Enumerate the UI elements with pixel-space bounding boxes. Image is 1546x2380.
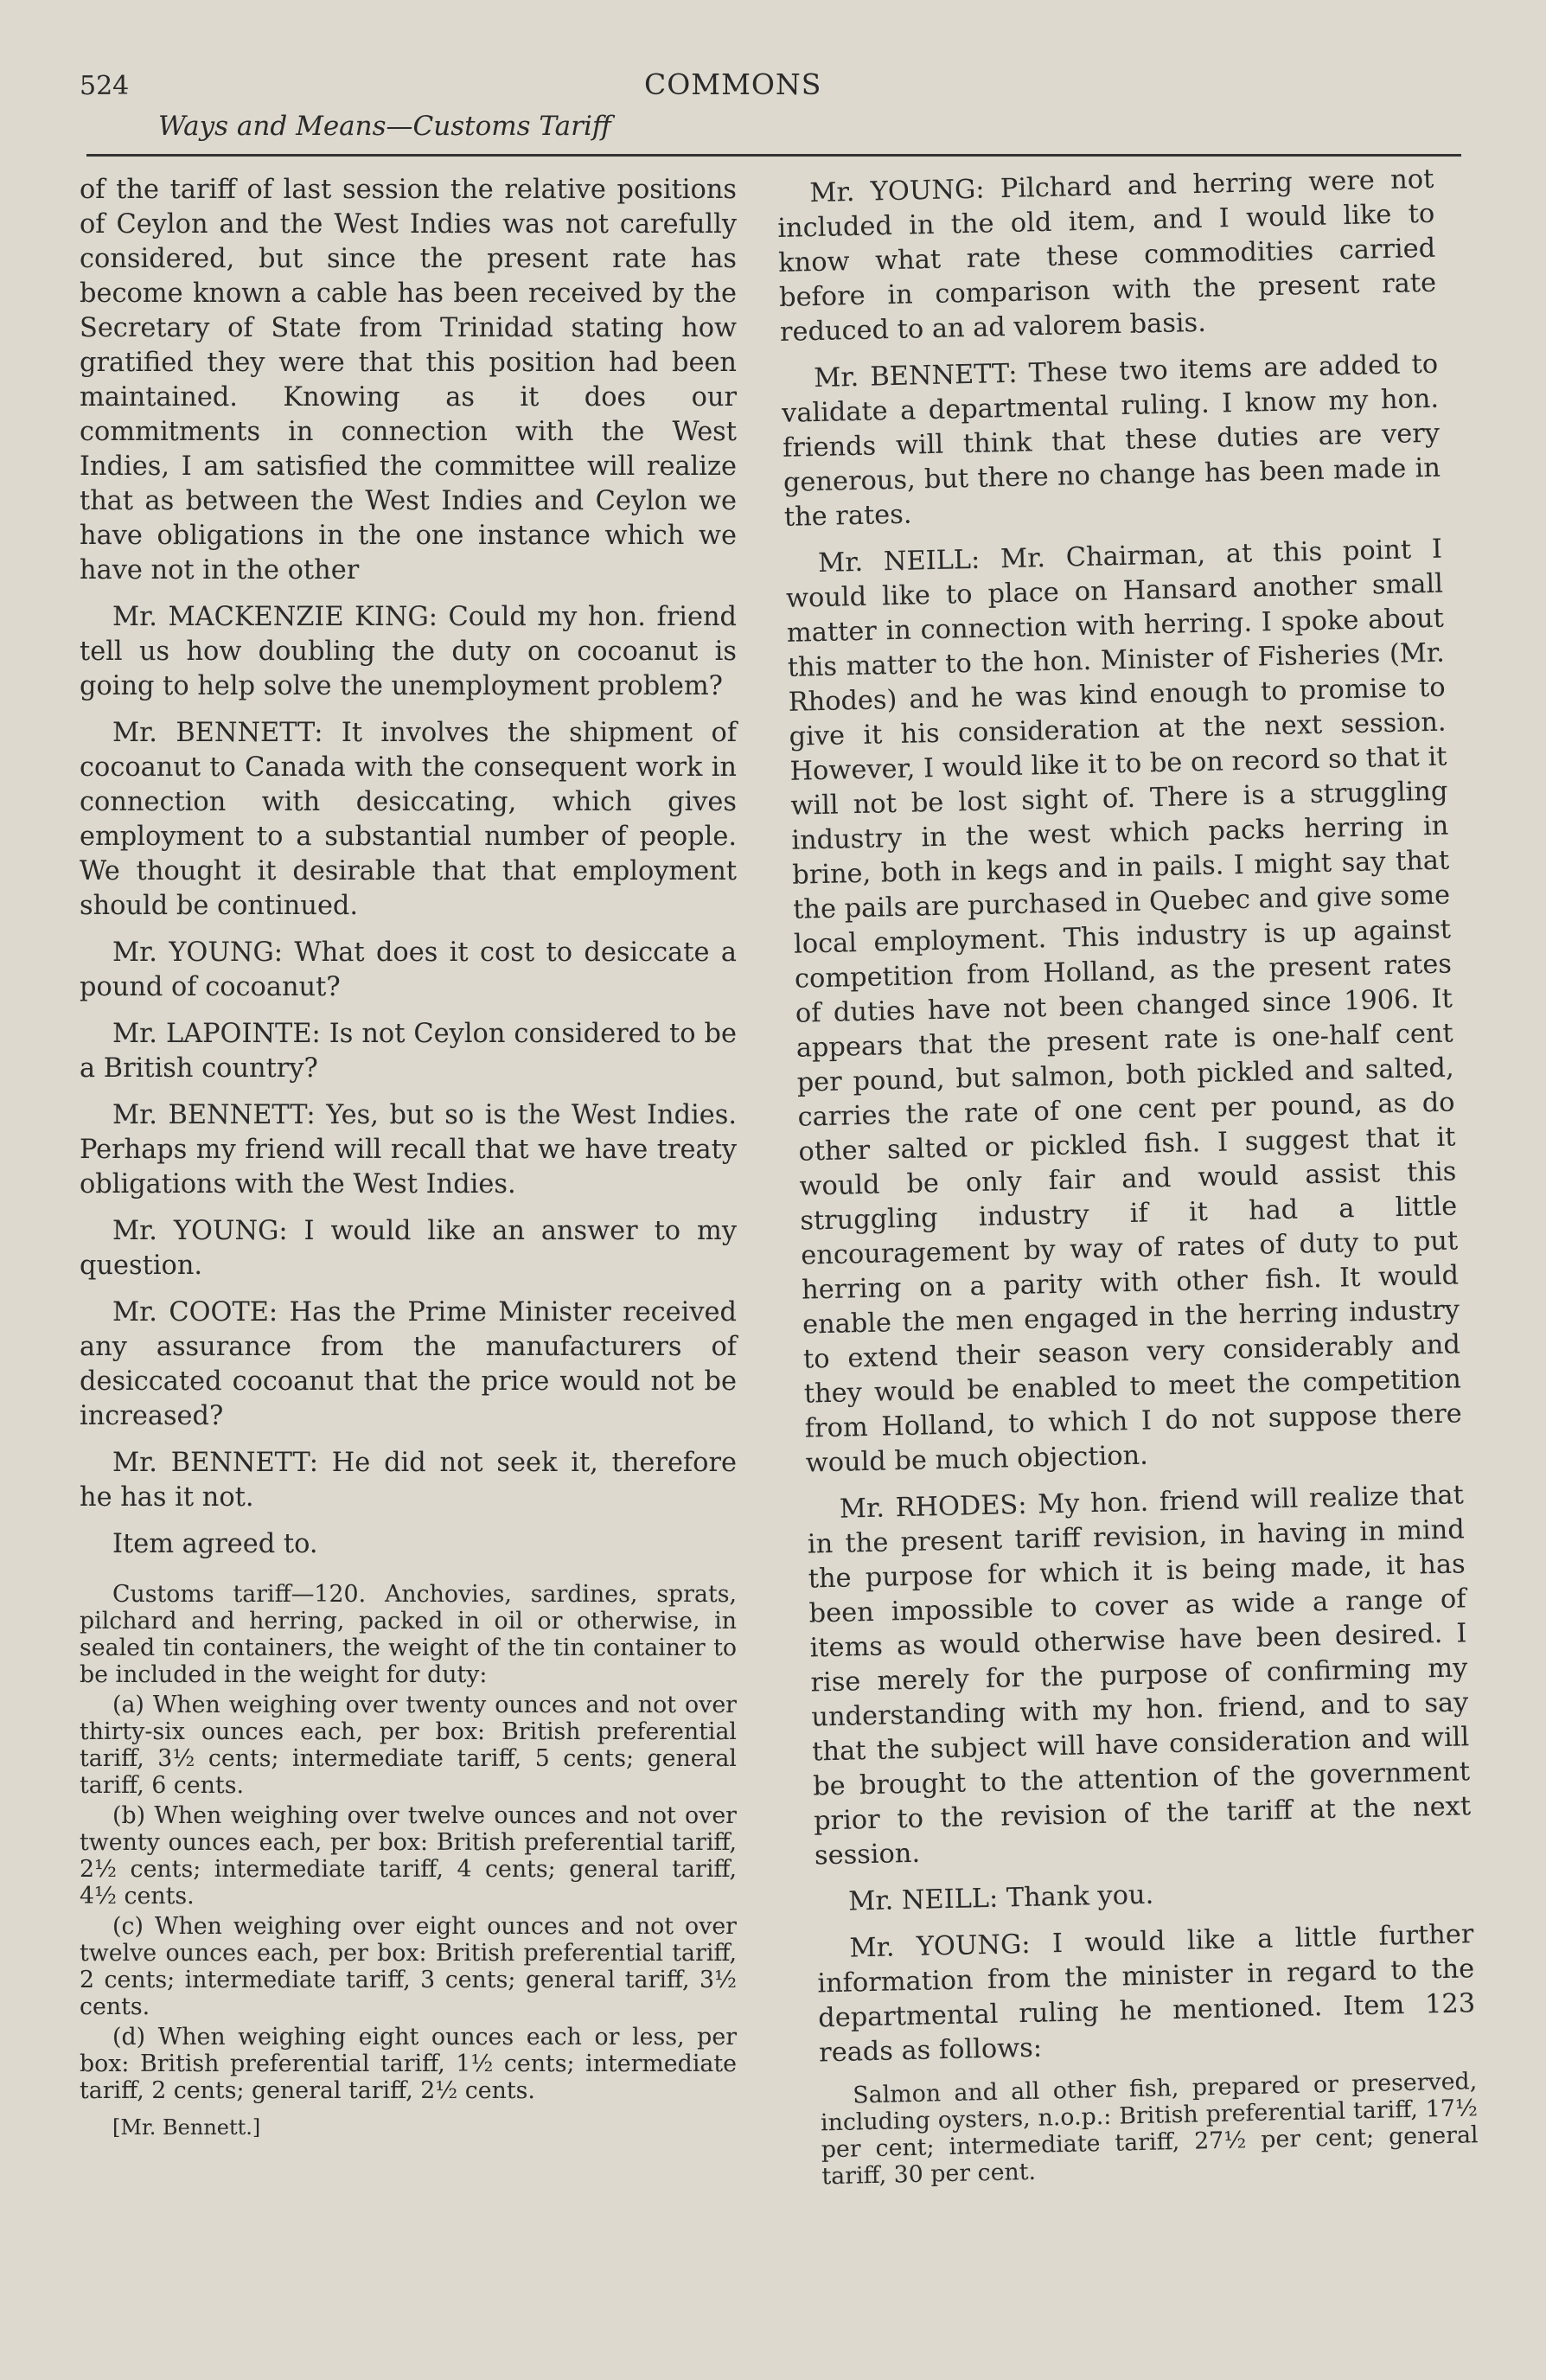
tariff-item: Customs tariff—120. Anchovies, sardines, sprats, pilchard and herring, packed in oil or otherwise, in sealed tin containers, the weight of the tin container to be included in the weight for duty: — [80, 1581, 737, 1688]
paragraph: Mr. BENNETT: It involves the shipment of cocoanut to Canada with the consequent work in connection with desiccating, which gives employment to a substantial number of people. We thought it desirable that that employment should be continued. — [80, 718, 737, 921]
paragraph: Item agreed to. — [112, 1529, 318, 1559]
paragraph: Mr. NEILL: Mr. Chairman, at this point I would like to place on Hansard another small matter in connection with herring. I spoke about this matter to the hon. Minister of Fisheries (Mr. Rhodes) and he was kind enough to promise to give it his consideration at the next session. However, I would like it to be on record so that it will not be lost sight of. There is a struggling industry in the west which packs herring in brine, both in kegs and in pails. I might say that the pails are purchased in Quebec and give some local employment. This industry is up against competition from Holland, as the present rates of duties have not been changed since 1906. It appears that the present rate is one-half cent per pound, but salmon, both pickled and salted, carries the rate of one cent per pound, as do other salted or pickled fish. I suggest that it would be only fair and would assist this struggling industry if it had a little encouragement by way of rates of duty to put herring on a parity with other fish. It would enable the men engaged in the herring industry to extend their season very considerably and they would be enabled to meet the competition from Holland, to which I do not suppose there would be much objection. — [785, 534, 1463, 1479]
tariff-subitem: (b) When weighing over twelve ounces and not over twenty ounces each, per box: British preferential tariff, 2½ cents; intermediate tariff, 4 cents; general tariff, 4½ cents. — [80, 1802, 737, 1910]
paragraph: Mr. BENNETT: Yes, but so is the West Indies. Perhaps my friend will recall that we have treaty obligations with the West Indies. — [80, 1100, 737, 1200]
tariff-subitem: (d) When weighing eight ounces each or less, per box: British preferential tariff, 1½ cents; intermediate tariff, 2 cents; general tariff, 2½ cents. — [80, 2024, 737, 2104]
right-column — [776, 163, 1479, 2191]
paragraph: Mr. NEILL: Thank you. — [847, 1879, 1154, 1917]
page-title: COMMONS — [644, 67, 822, 101]
paragraph: Mr. BENNETT: These two items are added to validate a departmental ruling. I know my hon. friends will think that these duties are very generous, but there no change has been made in the rates. — [781, 349, 1441, 533]
paragraph: Mr. COOTE: Has the Prime Minister received any assurance from the manufacturers of desiccated cocoanut that the price would not be increased? — [80, 1297, 737, 1431]
speaker-attribution: [Mr. Bennett.] — [112, 2115, 261, 2140]
page-subtitle: Ways and Means—Customs Tariff — [158, 111, 611, 142]
header-rule — [86, 154, 1461, 157]
paragraph: Mr. YOUNG: What does it cost to desiccate a pound of cocoanut? — [80, 937, 737, 1002]
paragraph: Mr. BENNETT: He did not seek it, therefore he has it not. — [80, 1448, 737, 1513]
paragraph: Mr. MACKENZIE KING: Could my hon. friend tell us how doubling the duty on cocoanut is going to help solve the unemployment problem? — [80, 602, 737, 701]
tariff-subitem: (a) When weighing over twenty ounces and not over thirty-six ounces each, per box: British preferential tariff, 3½ cents; intermediate tariff, 5 cents; general tariff, 6 cents. — [80, 1692, 737, 1799]
paragraph: Mr. LAPOINTE: Is not Ceylon considered to be a British country? — [80, 1019, 737, 1084]
paragraph: Mr. YOUNG: I would like an answer to my question. — [80, 1216, 737, 1281]
paragraph: Mr. YOUNG: Pilchard and herring were not included in the old item, and I would like to know what rate these commodities carried before in comparison with the present rate reduced to an ad valorem basis. — [776, 163, 1437, 348]
paragraph: Mr. RHODES: My hon. friend will realize that in the present tariff revision, in having in mind the purpose for which it is being made, it has been impossible to cover as wide a range of items as would otherwise have been desired. I rise merely for the purpose of confirming my understanding with my hon. friend, and to say that the subject will have consideration and will be brought to the attention of the government prior to the revision of the tariff at the next session. — [807, 1480, 1472, 1871]
paragraph: Mr. YOUNG: I would like a little further information from the minister in regard to the departmental ruling he mentioned. Item 123 reads as follows: — [817, 1919, 1476, 2069]
paragraph: of the tariff of last session the relative positions of Ceylon and the West Indies was not carefully considered, but since the present rate has become known a cable has been received by the Secretary of State from Trinidad stating how gratified they were that this position had been maintained. Knowing as it does our commitments in connection with the West Indies, I am satisfied the committee will realize that as between the West Indies and Ceylon we have obligations in the one instance which we have not in the other — [80, 175, 737, 585]
tariff-subitem: (c) When weighing over eight ounces and not over twelve ounces each, per box: British preferential tariff, 2 cents; intermediate tariff, 3 cents; general tariff, 3½ cents. — [80, 1913, 737, 2020]
page-number: 524 — [80, 71, 130, 101]
left-column — [80, 173, 737, 2140]
tariff-quote: Salmon and all other fish, prepared or preserved, including oysters, n.o.p.: British preferential tariff, 17½ per cent; intermediate tariff, 27½ per cent; general tariff, 30 per cent. — [820, 2068, 1479, 2191]
